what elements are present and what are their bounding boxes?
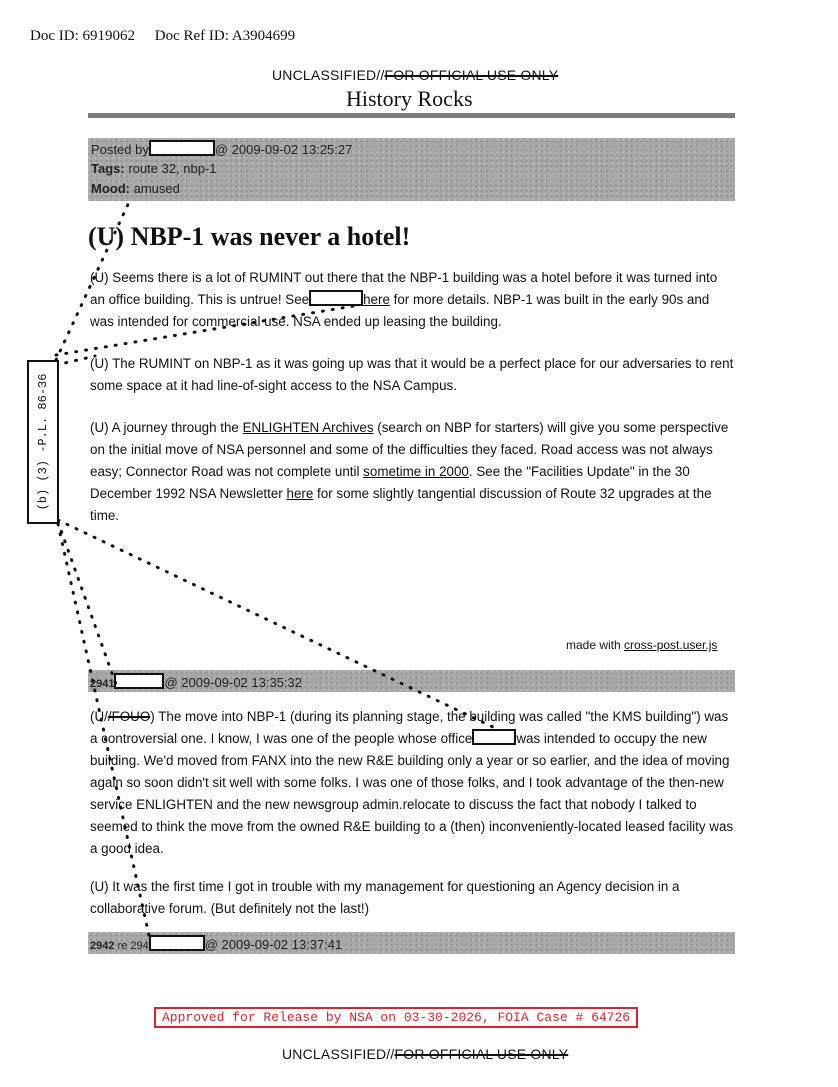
comment-paragraph-1-text-a: The move into NBP-1 (during its planning stage, the building was called "the KMS building") was a controversial one. I know, I was one of the people whose office <box>90 709 729 746</box>
sometime-in-2000-link[interactable]: sometime in 2000 <box>363 464 469 479</box>
classification-banner-bottom <box>282 1046 568 1062</box>
post-paragraph-3-text-a: (U) A journey through the <box>90 420 243 435</box>
classification-struck: FOR OFFICIAL USE ONLY <box>384 67 559 83</box>
leader-line <box>56 305 360 355</box>
post-paragraph-3-text-b: (search on NBP for starters) will give you some perspective on the initial move of NSA personnel and some of the difficulties they faced. Road access was not always easy; Connector Road was not complete until <box>90 420 729 479</box>
tags-label: Tags: <box>91 161 125 176</box>
cross-post-link[interactable]: cross-post.user.js <box>624 638 718 652</box>
classification-level: UNCLASSIFIED// <box>272 67 385 83</box>
post-paragraph-3-text-c: . See the "Facilities Update" in the 30 December 1992 NSA Newsletter <box>90 464 690 501</box>
leader-line <box>56 356 95 365</box>
comment-reply-to: re 294 <box>114 940 149 952</box>
doc-ref-id: Doc Ref ID: A3904699 <box>154 28 296 44</box>
comment-paragraph-2: (U) It was the first time I got in trouble with my management for questioning an Agency decision in a collaborative forum. (But definitely not the last!) <box>90 879 680 916</box>
classification-struck: FOR OFFICIAL USE ONLY <box>394 1046 569 1062</box>
doc-id: Doc ID: 6919062 <box>30 28 135 44</box>
post-paragraph-3-text-d: for some slightly tangential discussion of Route 32 upgrades at the time. <box>90 486 712 523</box>
posted-by-label: Posted by <box>91 142 149 157</box>
here-link-2[interactable]: here <box>286 486 314 501</box>
page-title: History Rocks <box>346 86 473 111</box>
comment-id: 2941 <box>90 678 115 690</box>
comment-marking: (U/ <box>90 709 108 724</box>
exemption-label: (b) (3) -P.L. 86-36 <box>36 373 50 511</box>
post-paragraph-1-text-b: for more details. NBP-1 was built in the early 90s and was intended for commercial use. NSA ended up leasing the building. <box>90 292 710 329</box>
post-paragraph-2: (U) The RUMINT on NBP-1 as it was going up was that it would be a perfect place for our adversaries to rent some space at it had line-of-sight access to the NSA Campus. <box>90 356 734 393</box>
leader-line <box>56 200 130 360</box>
post-paragraph-1-text-a: (U) Seems there is a lot of RUMINT out there that the NBP-1 building was a hotel before it was turned into an office building. This is untrue! See <box>90 270 718 307</box>
made-with-prefix: made with <box>566 638 625 652</box>
comment-paragraph-1-text-b: was intended to occupy the new building. We'd moved from FANX into the new R&E building only a year or so earlier, and the idea of moving again so soon didn't sit well with some folks. I was one of those folks, and I took advantage of the then-new service ENLIGHTEN and the new newsgroup admin.relocate to discuss the fact that nobody I talked to seemed to think the move from the owned R&E building to a (then) inconveniently-located leased facility was a good idea. <box>90 731 734 856</box>
comment-marking-struck: /FOUO <box>107 709 151 724</box>
comment-id: 2942 <box>90 940 115 952</box>
comment-timestamp: @ 2009-09-02 13:35:32 <box>164 675 303 690</box>
leader-line <box>58 524 150 940</box>
tags-value: route 32, nbp-1 <box>128 161 217 176</box>
leader-line <box>58 522 118 690</box>
here-link-1[interactable]: here <box>363 292 390 307</box>
mood-value: amused <box>133 181 180 196</box>
enlighten-archives-link[interactable]: ENLIGHTEN Archives <box>242 420 374 435</box>
post-title: (U) NBP-1 was never a hotel! <box>88 222 411 251</box>
comment-marking-end: ) <box>150 709 155 724</box>
mood-label: Mood: <box>91 181 130 196</box>
exemption-label-box <box>27 360 59 524</box>
post-timestamp: @ 2009-09-02 13:25:27 <box>214 142 353 157</box>
comment-timestamp: @ 2009-09-02 13:37:41 <box>204 937 343 952</box>
release-stamp: Approved for Release by NSA on 03-30-2026, FOIA Case # 64726 <box>154 1007 638 1028</box>
classification-level: UNCLASSIFIED// <box>282 1046 395 1062</box>
leader-line <box>58 520 495 728</box>
